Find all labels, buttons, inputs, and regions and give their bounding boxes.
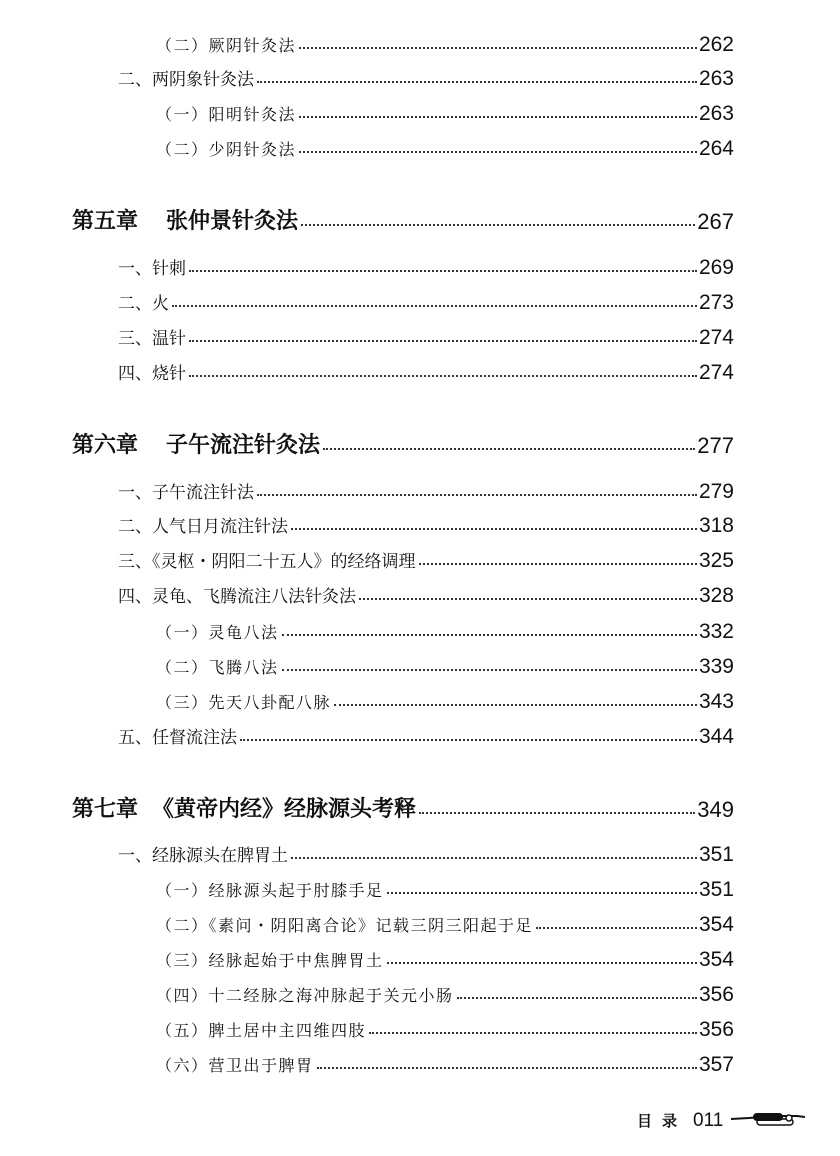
toc-entry-page: 269 — [698, 256, 734, 279]
toc-entry-page: 325 — [698, 549, 734, 572]
toc-entry-title: （三）经脉起始于中焦脾胃土 — [156, 951, 384, 970]
toc-entry-page: 263 — [698, 102, 734, 125]
toc-entry[interactable] — [118, 720, 734, 750]
toc-entry-page: 263 — [698, 67, 734, 90]
dot-leader — [189, 375, 697, 377]
chapter-name: 《黄帝内经》经脉源头考释 — [152, 796, 417, 822]
dot-leader — [457, 997, 697, 999]
chapter-name: 子午流注针灸法 — [166, 432, 321, 458]
toc-entry-title: 四、灵龟、飞腾流注八法针灸法 — [118, 587, 356, 607]
dot-leader — [240, 739, 697, 741]
toc-entry-title: 三、温针 — [118, 329, 186, 349]
toc-chapter-entry[interactable] — [72, 429, 734, 459]
dot-leader — [323, 448, 695, 450]
toc-entry[interactable] — [156, 978, 734, 1008]
toc-entry-title: （一）阳明针灸法 — [156, 105, 297, 124]
toc-entry-page: 343 — [698, 690, 734, 713]
toc-entry[interactable] — [118, 321, 734, 351]
toc-entry[interactable] — [156, 28, 734, 58]
dot-leader — [299, 116, 697, 118]
toc-entry-title: （五）脾土居中主四维四肢 — [156, 1021, 367, 1040]
dot-leader — [359, 598, 697, 600]
toc-entry[interactable] — [156, 873, 734, 903]
dot-leader — [282, 634, 697, 636]
toc-entry-page: 351 — [698, 843, 734, 866]
chapter-number: 第六章 — [72, 432, 139, 458]
dot-leader — [282, 669, 697, 671]
dot-leader — [299, 47, 697, 49]
toc-chapter-entry[interactable] — [72, 205, 734, 235]
footer-section-label: 目录 — [637, 1113, 688, 1130]
toc-entry[interactable] — [118, 838, 734, 868]
toc-entry-title: 一、针刺 — [118, 259, 186, 279]
toc-entry-page: 344 — [698, 725, 734, 748]
decorative-ornament-icon — [731, 1107, 805, 1134]
toc-entry-page: 274 — [698, 361, 734, 384]
toc-entry[interactable] — [156, 650, 734, 680]
toc-entry-page: 354 — [698, 948, 734, 971]
toc-entry-page: 279 — [698, 480, 734, 503]
dot-leader — [257, 494, 697, 496]
toc-entry-page: 332 — [698, 620, 734, 643]
footer-page-number: 011 — [693, 1109, 724, 1131]
toc-entry-page: 277 — [697, 433, 734, 458]
toc-entry-title: （三）先天八卦配八脉 — [156, 693, 332, 712]
toc-entry-title: 二、两阴象针灸法 — [118, 70, 254, 90]
toc-entry[interactable] — [156, 685, 734, 715]
dot-leader — [369, 1032, 697, 1034]
toc-entry-page: 349 — [697, 797, 734, 822]
toc-entry-title: （二）《素问・阴阳离合论》记载三阴三阳起于足 — [156, 916, 534, 935]
dot-leader — [536, 927, 697, 929]
dot-leader — [419, 812, 695, 814]
dot-leader — [189, 270, 697, 272]
dot-leader — [387, 962, 697, 964]
toc-entry-page: 318 — [698, 514, 734, 537]
chapter-name: 张仲景针灸法 — [166, 208, 299, 234]
toc-entry[interactable] — [118, 544, 734, 574]
toc-entry-page: 339 — [698, 655, 734, 678]
toc-entry-page: 273 — [698, 291, 734, 314]
toc-entry-title: （一）经脉源头起于肘膝手足 — [156, 881, 384, 900]
toc-entry-title: （四）十二经脉之海冲脉起于关元小肠 — [156, 986, 454, 1005]
dot-leader — [419, 563, 697, 565]
toc-entry[interactable] — [156, 1048, 734, 1078]
toc-entry[interactable] — [156, 908, 734, 938]
toc-entry-title: （一）灵龟八法 — [156, 623, 279, 642]
toc-chapter-title — [72, 795, 416, 823]
dot-leader — [387, 892, 697, 894]
chapter-number: 第七章 — [72, 796, 139, 822]
toc-chapter-title — [72, 207, 298, 235]
dot-leader — [291, 857, 697, 859]
toc-entry-title: 一、经脉源头在脾胃土 — [118, 846, 288, 866]
toc-entry-title: 二、火 — [118, 294, 169, 314]
toc-chapter-title — [72, 431, 320, 459]
toc-entry-title: （二）飞腾八法 — [156, 658, 279, 677]
toc-entry[interactable] — [118, 475, 734, 505]
toc-entry-page: 267 — [697, 209, 734, 234]
dot-leader — [257, 81, 697, 83]
toc-entry-page: 351 — [698, 878, 734, 901]
toc-entry-title: （二）少阴针灸法 — [156, 140, 297, 159]
toc-entry-title: 三、《灵枢・阴阳二十五人》的经络调理 — [118, 552, 416, 572]
toc-entry[interactable] — [156, 943, 734, 973]
page-footer — [637, 1107, 805, 1134]
toc-entry-title: 二、人气日月流注针法 — [118, 517, 288, 537]
toc-entry-page: 354 — [698, 913, 734, 936]
toc-entry[interactable] — [156, 132, 734, 162]
toc-entry-page: 262 — [698, 33, 734, 56]
toc-entry[interactable] — [118, 356, 734, 386]
dot-leader — [189, 340, 697, 342]
dot-leader — [299, 151, 697, 153]
toc-entry[interactable] — [118, 251, 734, 281]
chapter-number: 第五章 — [72, 208, 139, 234]
dot-leader — [301, 224, 695, 226]
toc-entry-page: 357 — [698, 1053, 734, 1076]
dot-leader — [172, 305, 697, 307]
toc-entry[interactable] — [156, 97, 734, 127]
toc-entry[interactable] — [118, 509, 734, 539]
toc-entry[interactable] — [156, 615, 734, 645]
toc-entry-page: 328 — [698, 584, 734, 607]
toc-entry[interactable] — [118, 286, 734, 316]
toc-entry-page: 356 — [698, 983, 734, 1006]
toc-entry-title: 四、烧针 — [118, 364, 186, 384]
toc-entry-title: 五、任督流注法 — [118, 728, 237, 748]
toc-entry-page: 356 — [698, 1018, 734, 1041]
toc-entry[interactable] — [118, 579, 734, 609]
toc-entry-title: （二）厥阴针灸法 — [156, 36, 297, 55]
dot-leader — [317, 1067, 697, 1069]
toc-chapter-entry[interactable] — [72, 793, 734, 823]
toc-entry-title: （六）营卫出于脾胃 — [156, 1056, 314, 1075]
toc-entry-title: 一、子午流注针法 — [118, 483, 254, 503]
toc-entry[interactable] — [156, 1013, 734, 1043]
dot-leader — [291, 528, 697, 530]
toc-entry[interactable] — [118, 62, 734, 92]
dot-leader — [334, 704, 697, 706]
toc-entry-page: 264 — [698, 137, 734, 160]
toc-entry-page: 274 — [698, 326, 734, 349]
